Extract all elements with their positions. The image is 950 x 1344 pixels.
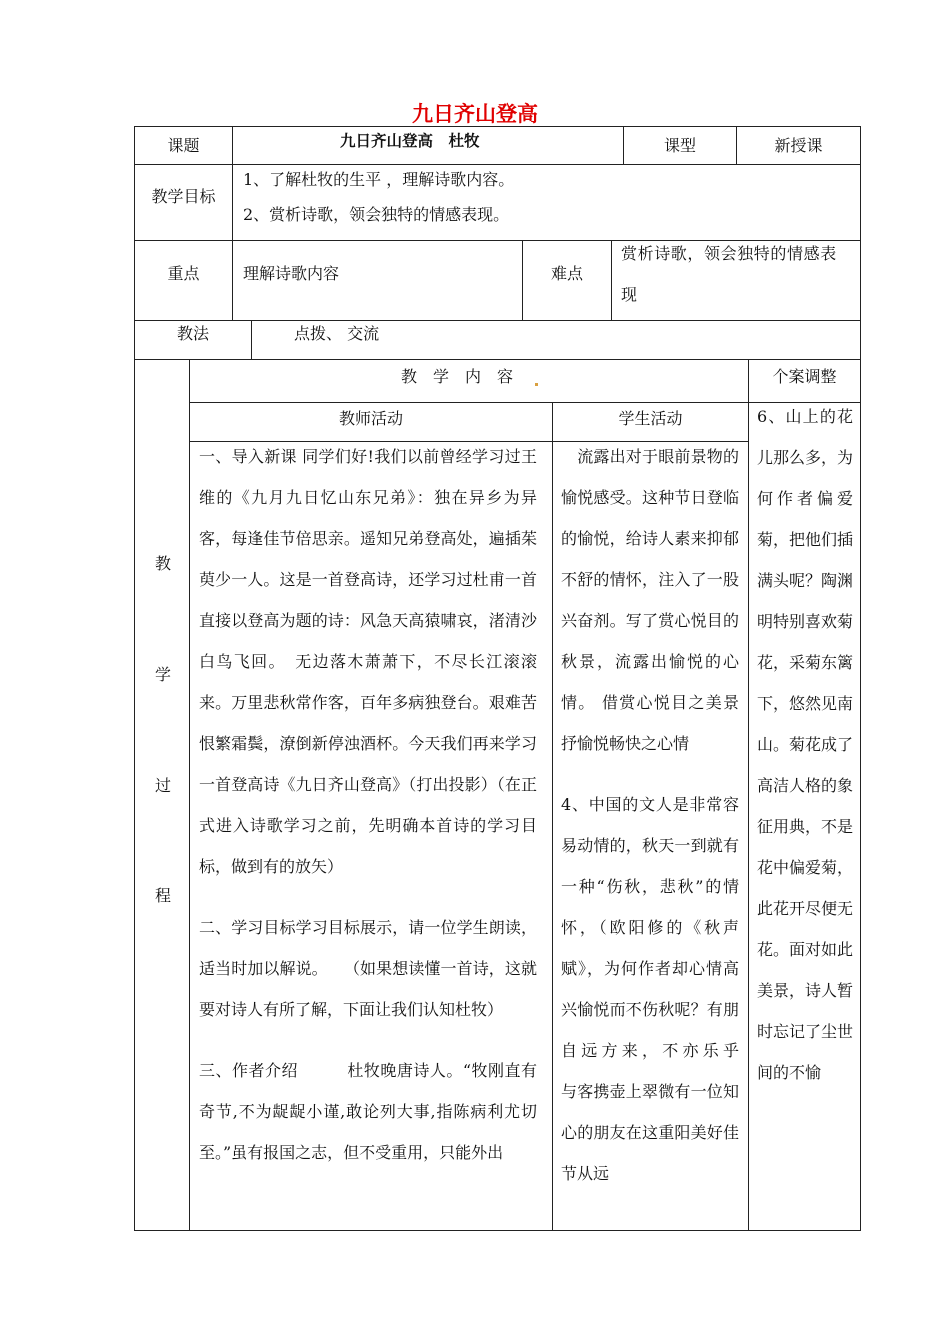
- marker-dot: [532, 374, 538, 394]
- content-header: 教 学 内 容: [401, 367, 514, 386]
- teacher-paragraph: 三、作者介绍 杜牧晚唐诗人。“牧刚直有奇节,不为龊龊小谨,敢论列大事,指陈病利尤切至。”虽有报国之志，但不受重用，只能外出: [199, 1061, 537, 1162]
- topic-label: 课题: [167, 136, 200, 155]
- method-label: 教法: [176, 324, 209, 343]
- focus-value: 理解诗歌内容: [243, 264, 340, 283]
- process-side-char: 程: [154, 886, 171, 905]
- type-label: 课型: [663, 136, 696, 155]
- page-title: 九日齐山登高: [412, 102, 538, 126]
- student-paragraph: 4、中国的文人是非常容易动情的，秋天一到就有一种“伤秋，悲秋”的情怀，（欧阳修的《秋声赋》，为何作者却心情高兴愉悦而不伤秋呢？有朋自远方来，不亦乐乎 与客携壶上翠微有一位知心的朋友在这重阳美好佳节从远: [561, 795, 739, 1183]
- goal-item: 2、赏析诗歌，领会独特的情感表现。: [243, 205, 510, 224]
- goals-label: 教学目标: [151, 187, 216, 206]
- goal-item: 1、了解杜牧的生平 ，理解诗歌内容。: [243, 170, 515, 189]
- student-header: 学生活动: [618, 409, 683, 428]
- process-side-char: 学: [154, 665, 171, 684]
- difficulty-value: 赏析诗歌，领会独特的情感表: [621, 244, 837, 263]
- student-paragraph: 流露出对于眼前景物的愉悦感受。这种节日登临的愉悦，给诗人素来抑郁不舒的情怀，注入了一股兴奋剂。写了赏心悦目的秋景，流露出愉悦的心情。 借赏心悦目之美景 抒愉悦畅快之心情: [561, 447, 739, 753]
- teacher-activity: [199, 436, 537, 1226]
- teacher-paragraph: 一、导入新课 同学们好!我们以前曾经学习过王维的《九月九日忆山东兄弟》：独在异乡为异客，每逢佳节倍思亲。遥知兄弟登高处，遍插茱萸少一人。这是一首登高诗，还学习过杜甫一首直接以登高为题的诗：风急天高猿啸哀，渚清沙白鸟飞回。 无边落木萧萧下，不尽长江滚滚来。万里悲秋常作客，百年多病独登台。艰难苦恨繁霜鬓，潦倒新停浊酒杯。今天我们再来学习一首登高诗《九日齐山登高》（打出投影）（在正式进入诗歌学习之前，先明确本首诗的学习目标，做到有的放矢）: [199, 447, 537, 876]
- process-side-char: 过: [154, 776, 171, 795]
- difficulty-value-cont: 现: [621, 285, 638, 304]
- difficulty-label: 难点: [550, 264, 583, 283]
- lesson-topic: 九日齐山登高 杜牧: [340, 132, 480, 150]
- process-side-char: 教: [154, 554, 171, 573]
- type-value: 新授课: [774, 136, 823, 155]
- teacher-paragraph: 二、学习目标学习目标展示，请一位学生朗读，适当时加以解说。 （如果想读懂一首诗，这就要对诗人有所了解，下面让我们认知杜牧）: [199, 918, 537, 1019]
- method-value: 点拨、 交流: [294, 324, 380, 343]
- adjust-notes: [757, 396, 853, 1224]
- adjust-header: 个案调整: [772, 367, 837, 386]
- focus-label: 重点: [167, 264, 200, 283]
- adjust-paragraph: 6、山上的花儿那么多，为何作者偏爱菊，把他们插满头呢？陶渊明特别喜欢菊花，采菊东篱下，悠然见南山。菊花成了高洁人格的象征用典，不是花中偏爱菊，此花开尽便无花。面对如此美景，诗人暂时忘记了尘世间的不愉: [757, 407, 853, 1082]
- student-activity: [561, 436, 739, 1226]
- teacher-header: 教师活动: [338, 409, 403, 428]
